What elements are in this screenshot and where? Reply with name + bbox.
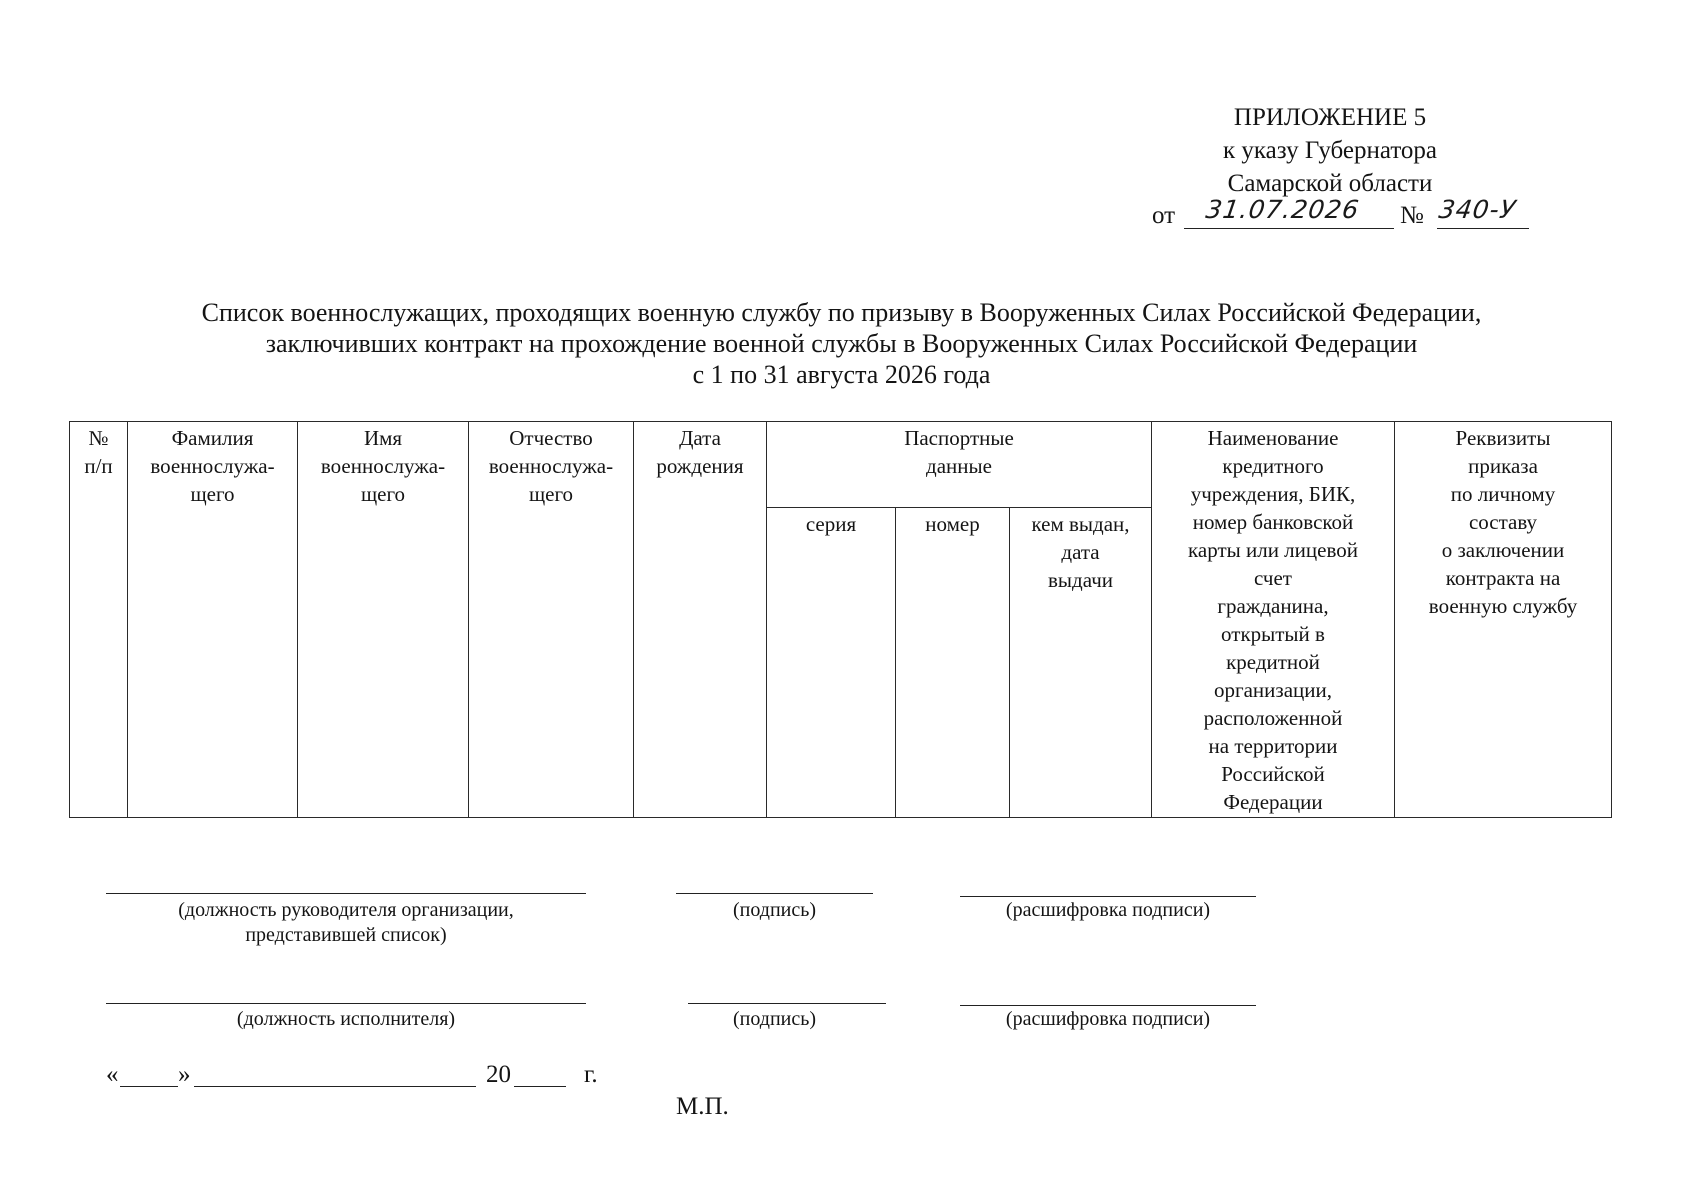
decree-date-number-line xyxy=(1152,195,1532,234)
head-position-line xyxy=(106,893,586,894)
decree-date-prefix: от xyxy=(1152,202,1176,229)
header-surname: Фамилия военнослужа- щего xyxy=(128,422,298,818)
executor-position-line xyxy=(106,1003,586,1004)
head-signature-caption-text: (подпись) xyxy=(732,899,817,921)
executor-position-caption xyxy=(106,1007,586,1032)
servicemen-table xyxy=(69,421,1612,818)
head-signature-line xyxy=(676,893,873,894)
date-year-suffix: г. xyxy=(584,1061,598,1088)
document-title-line-1: Список военнослужащих, проходящих военную службу по призыву в Вооруженных Силах Российской Федерации, xyxy=(201,298,1482,327)
header-birth-date: Дата рождения xyxy=(634,422,767,818)
executor-decode-caption-text: (расшифровка подписи) xyxy=(1005,1008,1211,1030)
executor-decode-caption xyxy=(960,1007,1256,1032)
decree-number-handwritten: 340-У xyxy=(1437,195,1519,224)
appendix-header xyxy=(1150,101,1510,200)
header-passport-number: номер xyxy=(896,508,1010,818)
header-number: № п/п xyxy=(70,422,128,818)
appendix-decree-reference: к указу Губернатора xyxy=(1222,137,1438,164)
date-close-quote: » xyxy=(178,1061,191,1088)
date-open-quote: « xyxy=(106,1061,119,1088)
stamp-place: М.П. xyxy=(676,1093,729,1120)
executor-signature-line xyxy=(688,1003,886,1004)
header-passport: Паспортные данные xyxy=(767,422,1152,508)
executor-position-caption-text: (должность исполнителя) xyxy=(236,1008,456,1030)
head-decode-caption-text: (расшифровка подписи) xyxy=(1005,899,1211,921)
date-row xyxy=(106,1058,626,1092)
appendix-region: Самарской области xyxy=(1227,170,1433,197)
decree-number-prefix: № xyxy=(1400,202,1424,229)
head-signature-caption xyxy=(676,898,873,923)
header-patronymic: Отчество военнослужа- щего xyxy=(469,422,634,818)
executor-signature-caption xyxy=(676,1007,873,1032)
head-position-caption-line-2: представившей список) xyxy=(245,924,447,946)
executor-decode-line xyxy=(960,1005,1256,1006)
date-month-blank xyxy=(194,1086,476,1087)
table-header-row-1 xyxy=(70,422,1612,508)
header-bank-details: Наименование кредитного учреждения, БИК, номер банковской карты или лицевой счет гражданина, открытый в кредитной организации, расположенной на территории Российской Федерации xyxy=(1152,422,1395,818)
head-position-caption-line-1: (должность руководителя организации, xyxy=(178,899,514,921)
header-order-details: Реквизиты приказа по личному составу о заключении контракта на военную службу xyxy=(1395,422,1612,818)
document-title xyxy=(40,297,1643,390)
date-year-blank xyxy=(514,1086,566,1087)
header-passport-series: серия xyxy=(767,508,896,818)
executor-signature-caption-text: (подпись) xyxy=(732,1008,817,1030)
document-title-line-3: с 1 по 31 августа 2026 года xyxy=(692,360,991,389)
head-decode-line xyxy=(960,896,1256,897)
head-position-caption xyxy=(106,898,586,948)
head-decode-caption xyxy=(960,898,1256,923)
date-day-blank xyxy=(120,1086,178,1087)
document-title-line-2: заключивших контракт на прохождение военной службы в Вооруженных Силах Российской Федерации xyxy=(265,329,1418,358)
appendix-title: ПРИЛОЖЕНИЕ 5 xyxy=(1233,104,1427,131)
decree-number-field xyxy=(1437,195,1529,229)
decree-date-handwritten: 31.07.2026 xyxy=(1204,195,1362,224)
decree-date-field xyxy=(1184,195,1394,229)
header-passport-issued: кем выдан, дата выдачи xyxy=(1010,508,1152,818)
date-century: 20 xyxy=(486,1061,511,1088)
header-name: Имя военнослужа- щего xyxy=(298,422,469,818)
servicemen-table-wrapper xyxy=(69,421,1611,814)
